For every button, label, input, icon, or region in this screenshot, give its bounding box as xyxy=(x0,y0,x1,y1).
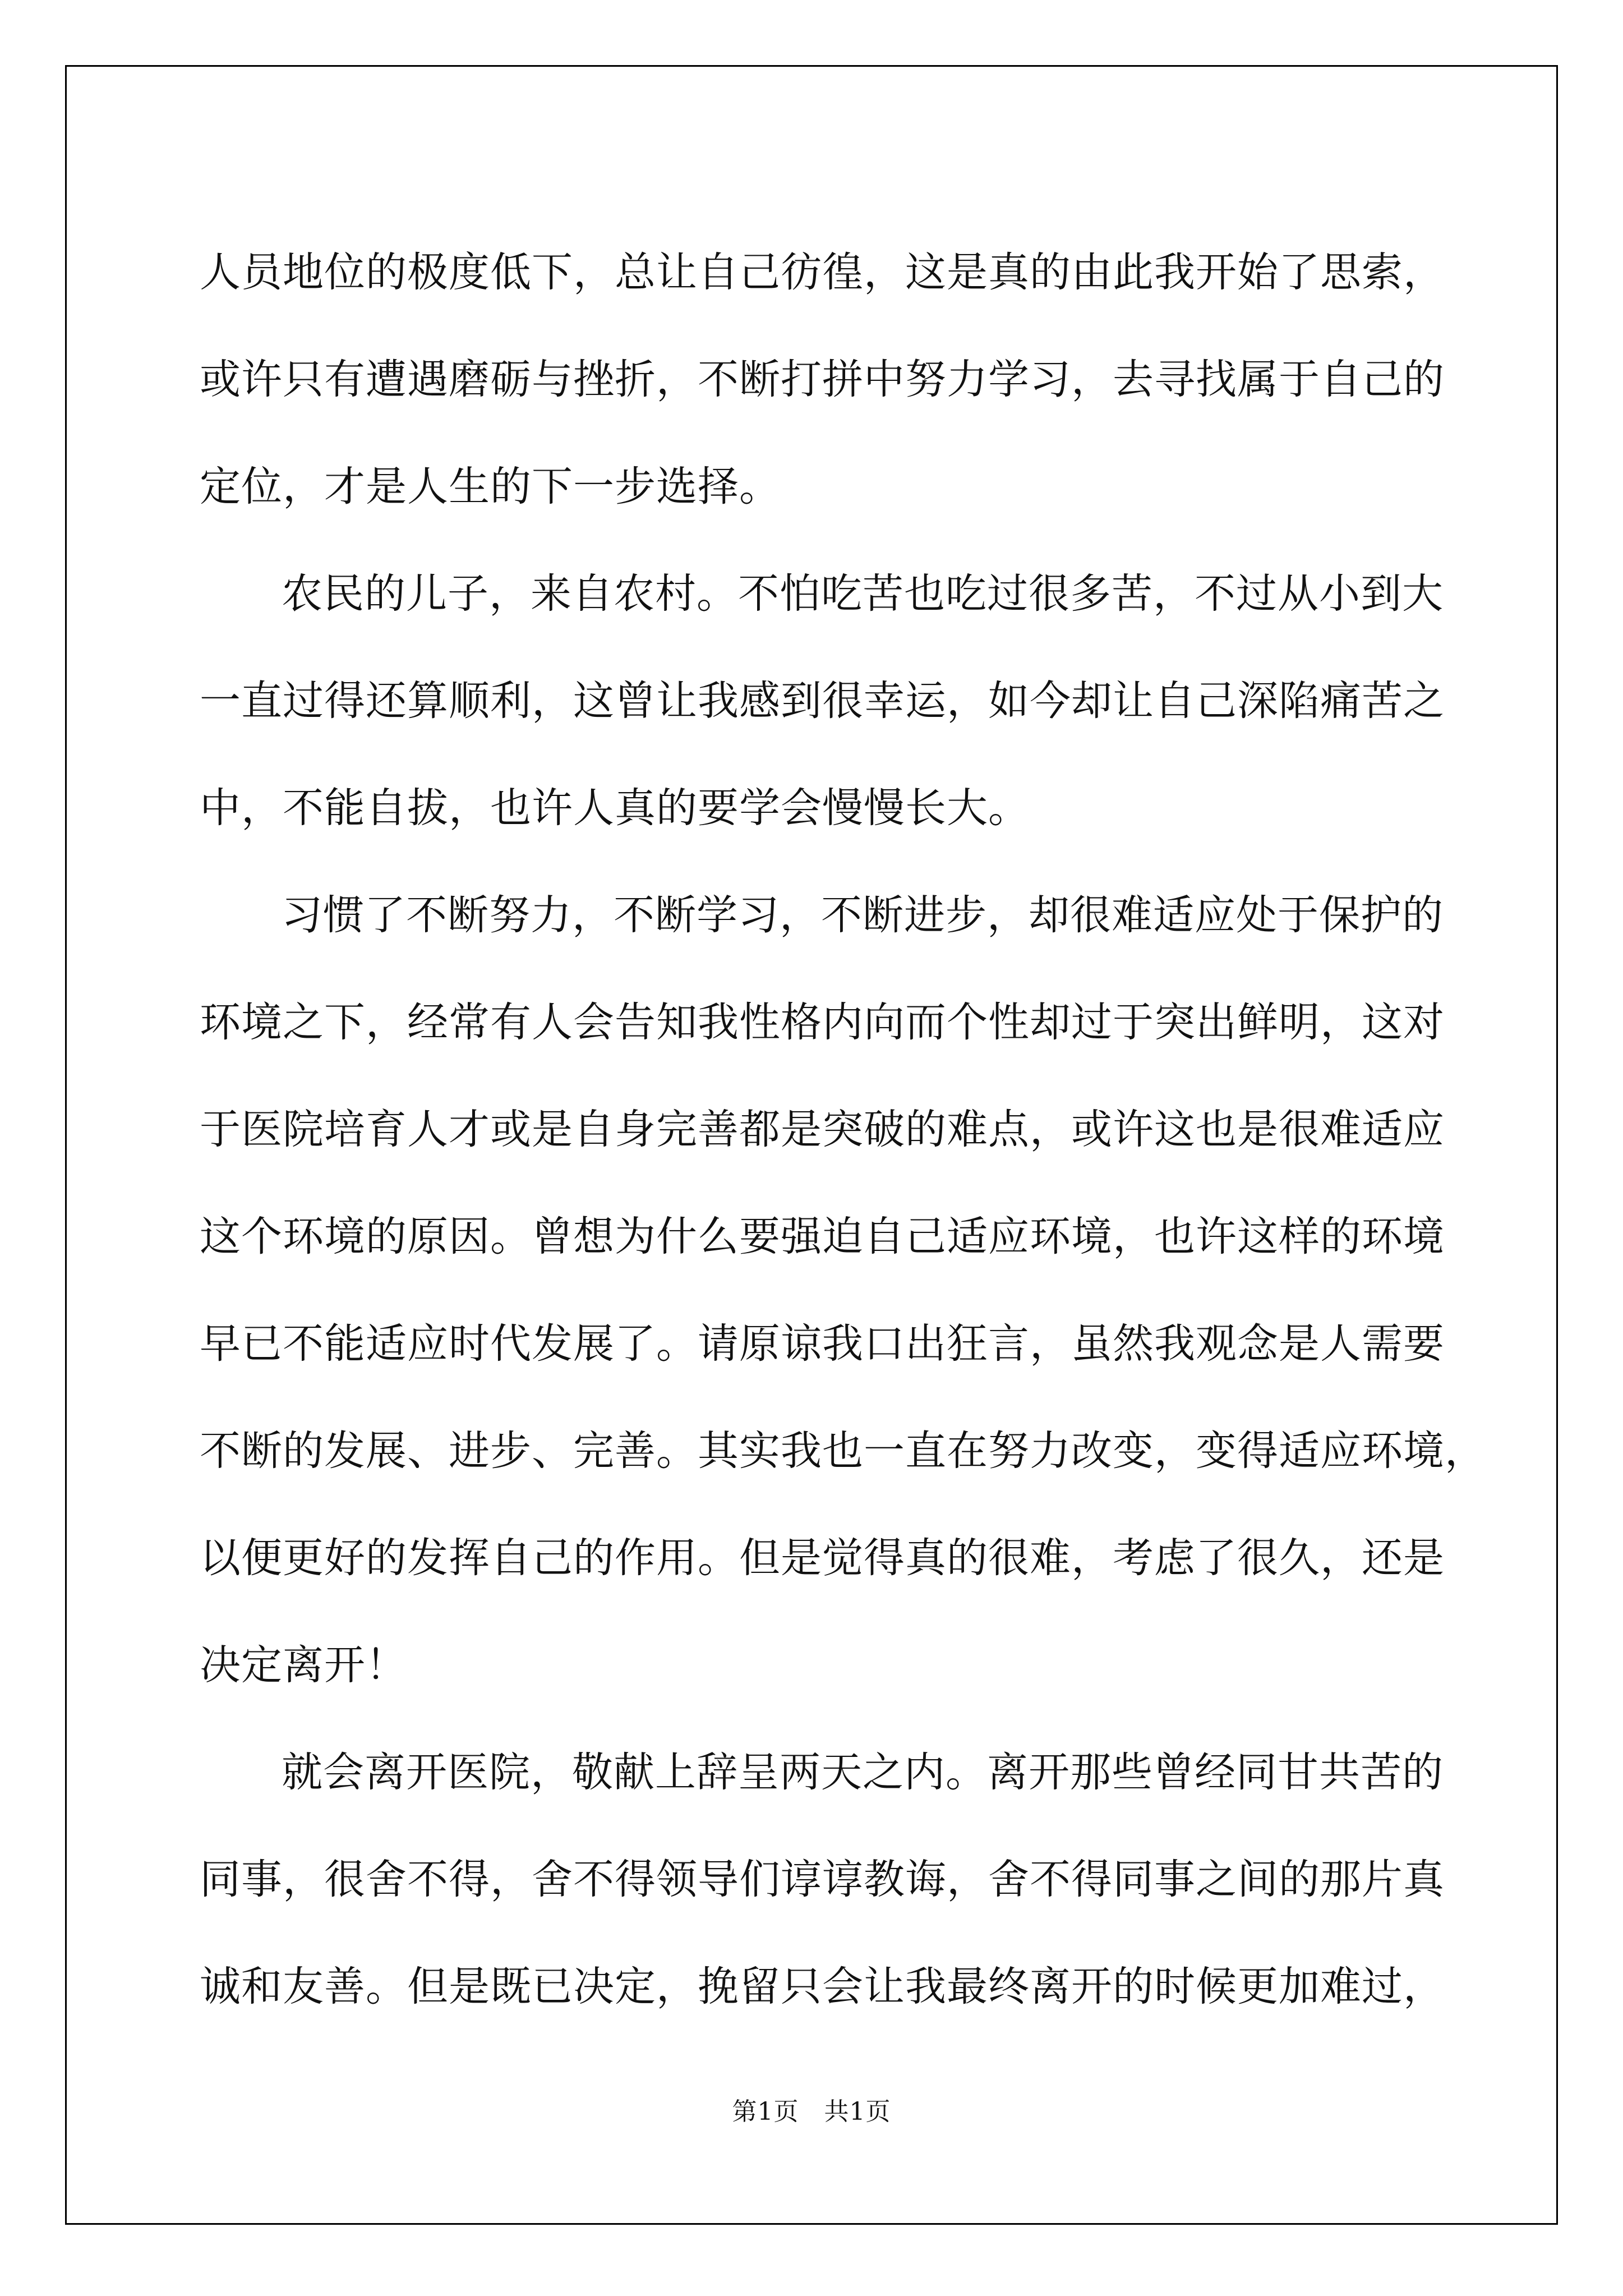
text-line: 于医院培育人才或是自身完善都是突破的难点，或许这也是很难适应 xyxy=(200,1106,1445,1153)
text-line: 这个环境的原因。曾想为什么要强迫自己适应环境，也许这样的环境 xyxy=(200,1213,1445,1260)
text-line: 决定离开！ xyxy=(200,1641,407,1689)
text-line: 同事，很舍不得，舍不得领导们谆谆教诲，舍不得同事之间的那片真 xyxy=(200,1856,1445,1903)
text-line: 就会离开医院，敬献上辞呈两天之内。离开那些曾经同甘共苦的 xyxy=(282,1749,1444,1796)
text-line: 农民的儿子，来自农村。不怕吃苦也吃过很多苦，不过从小到大 xyxy=(282,570,1444,618)
page-footer: 第1页 共1页 xyxy=(732,2097,891,2126)
text-line: 早已不能适应时代发展了。请原谅我口出狂言，虽然我观念是人需要 xyxy=(200,1320,1445,1368)
text-line: 人员地位的极度低下，总让自己彷徨，这是真的由此我开始了思索， xyxy=(200,249,1445,296)
text-line: 不断的发展、进步、完善。其实我也一直在努力改变，变得适应环境， xyxy=(200,1427,1486,1475)
text-line: 一直过得还算顺利，这曾让我感到很幸运，如今却让自己深陷痛苦之 xyxy=(200,677,1445,725)
text-line: 以便更好的发挥自己的作用。但是觉得真的很难，考虑了很久，还是 xyxy=(200,1534,1445,1582)
text-line: 环境之下，经常有人会告知我性格内向而个性却过于突出鲜明，这对 xyxy=(200,999,1445,1046)
text-line: 定位，才是人生的下一步选择。 xyxy=(200,463,781,510)
text-line: 或许只有遭遇磨砺与挫折，不断打拼中努力学习，去寻找属于自己的 xyxy=(200,356,1445,403)
text-line: 诚和友善。但是既已决定，挽留只会让我最终离开的时候更加难过， xyxy=(200,1963,1445,2010)
document-body xyxy=(200,219,1486,2040)
text-line: 习惯了不断努力，不断学习，不断进步，却很难适应处于保护的 xyxy=(282,891,1444,939)
text-line: 中，不能自拔，也许人真的要学会慢慢长大。 xyxy=(200,784,1030,832)
